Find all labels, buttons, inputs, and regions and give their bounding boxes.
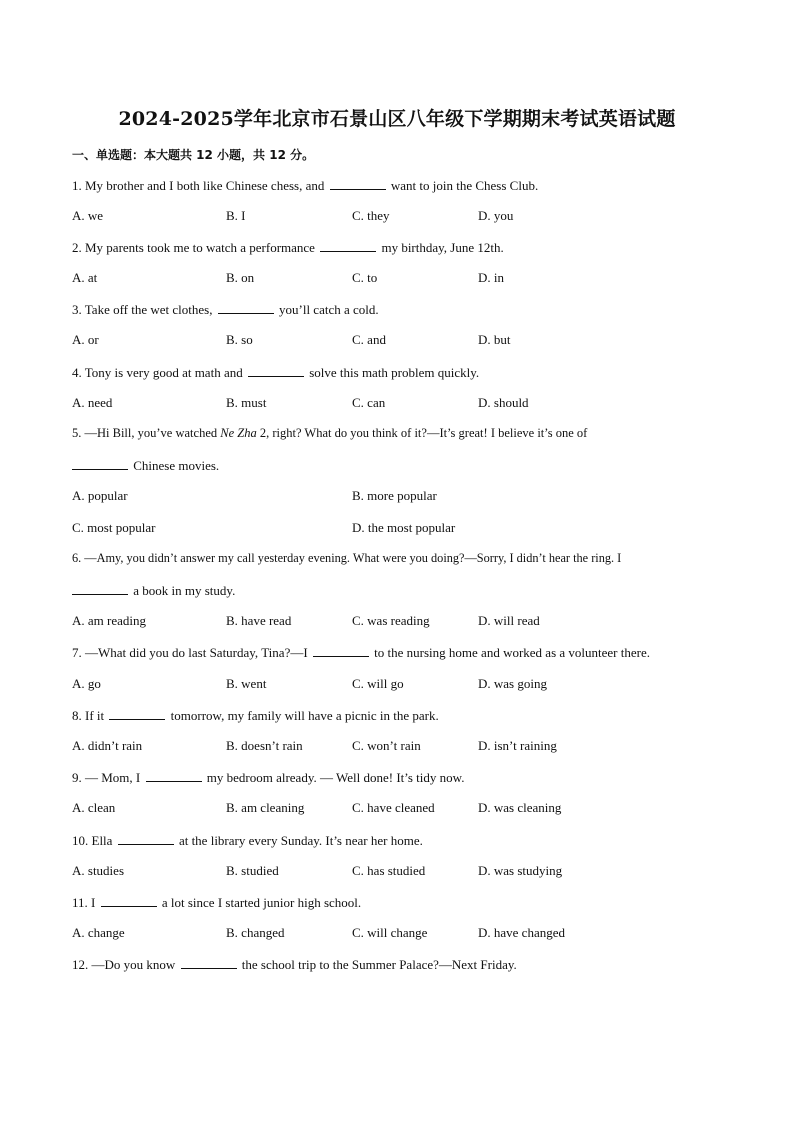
option-b: B. went — [226, 676, 267, 691]
option-b: B. doesn’t rain — [226, 738, 303, 753]
option-b: B. on — [226, 270, 255, 285]
option-c: C. they — [352, 208, 390, 223]
option-c: C. was reading — [352, 613, 430, 628]
option-b: B. more popular — [352, 488, 437, 503]
answer-blank — [320, 239, 376, 252]
option-d: D. isn’t raining — [478, 738, 557, 753]
section-heading: 一、单选题：本大题共 12 小题，共 12 分。 — [72, 148, 315, 162]
option-b: B. am cleaning — [226, 800, 305, 815]
option-a: A. or — [72, 332, 99, 347]
question-12: 12. —Do you know the school trip to the Summer Palace?—Next Friday. — [72, 957, 517, 972]
question-5-continued: Chinese movies. — [72, 457, 219, 474]
option-c: C. will go — [352, 676, 404, 691]
option-b: B. must — [226, 395, 267, 410]
question-8: 8. If it tomorrow, my family will have a picnic in the park. — [72, 708, 439, 723]
page-title: 2024-2025学年北京市石景山区八年级下学期期末考试英语试题 — [118, 108, 676, 130]
option-b: B. changed — [226, 925, 285, 940]
option-a: A. studies — [72, 863, 124, 878]
option-d: D. was studying — [478, 863, 563, 878]
option-b: B. so — [226, 332, 253, 347]
option-d: D. will read — [478, 613, 540, 628]
question-3: 3. Take off the wet clothes, you’ll catch a cold. — [72, 302, 379, 317]
option-c: C. has studied — [352, 863, 426, 878]
option-b: B. I — [226, 208, 246, 223]
option-a: A. clean — [72, 800, 116, 815]
option-a: A. popular — [72, 488, 128, 503]
option-a: A. we — [72, 208, 104, 223]
option-c: C. and — [352, 332, 386, 347]
option-d: D. the most popular — [352, 520, 456, 535]
option-d: D. have changed — [478, 925, 565, 940]
answer-blank — [330, 177, 386, 190]
question-6-continued: a book in my study. — [72, 582, 235, 599]
answer-blank — [248, 364, 304, 377]
option-a: A. change — [72, 925, 125, 940]
answer-blank — [146, 769, 202, 782]
option-c: C. can — [352, 395, 386, 410]
option-a: A. go — [72, 676, 101, 691]
option-b: B. studied — [226, 863, 279, 878]
option-a: A. didn’t rain — [72, 738, 143, 753]
option-a: A. need — [72, 395, 113, 410]
option-b: B. have read — [226, 613, 292, 628]
question-9: 9. — Mom, I my bedroom already. — Well done! It’s tidy now. — [72, 770, 465, 785]
option-d: D. was going — [478, 676, 547, 691]
option-a: A. at — [72, 270, 98, 285]
option-d: D. but — [478, 332, 511, 347]
question-10: 10. Ella at the library every Sunday. It’s near her home. — [72, 833, 423, 848]
answer-blank — [313, 644, 369, 657]
question-7: 7. —What did you do last Saturday, Tina?—I to the nursing home and worked as a volunteer there. — [72, 645, 650, 660]
option-c: C. to — [352, 270, 378, 285]
option-d: D. you — [478, 208, 514, 223]
option-c: C. have cleaned — [352, 800, 435, 815]
option-d: D. was cleaning — [478, 800, 562, 815]
answer-blank — [72, 457, 128, 470]
question-5: 5. —Hi Bill, you’ve watched Ne Zha 2, right? What do you think of it?—It’s great! I believe it’s one of — [72, 426, 588, 440]
option-d: D. in — [478, 270, 504, 285]
answer-blank — [109, 707, 165, 720]
question-4: 4. Tony is very good at math and solve this math problem quickly. — [72, 365, 480, 380]
option-c: C. will change — [352, 925, 428, 940]
question-1: 1. My brother and I both like Chinese chess, and want to join the Chess Club. — [72, 178, 539, 193]
question-6: 6. —Amy, you didn’t answer my call yesterday evening. What were you doing?—Sorry, I didn’t hear the ring. I — [72, 551, 622, 565]
answer-blank — [72, 582, 128, 595]
answer-blank — [218, 301, 274, 314]
option-a: A. am reading — [72, 613, 147, 628]
option-c: C. won’t rain — [352, 738, 421, 753]
option-c: C. most popular — [72, 520, 156, 535]
question-2: 2. My parents took me to watch a performance my birthday, June 12th. — [72, 240, 504, 255]
answer-blank — [118, 832, 174, 845]
question-11: 11. I a lot since I started junior high school. — [72, 895, 362, 910]
option-d: D. should — [478, 395, 529, 410]
answer-blank — [101, 894, 157, 907]
answer-blank — [181, 956, 237, 969]
